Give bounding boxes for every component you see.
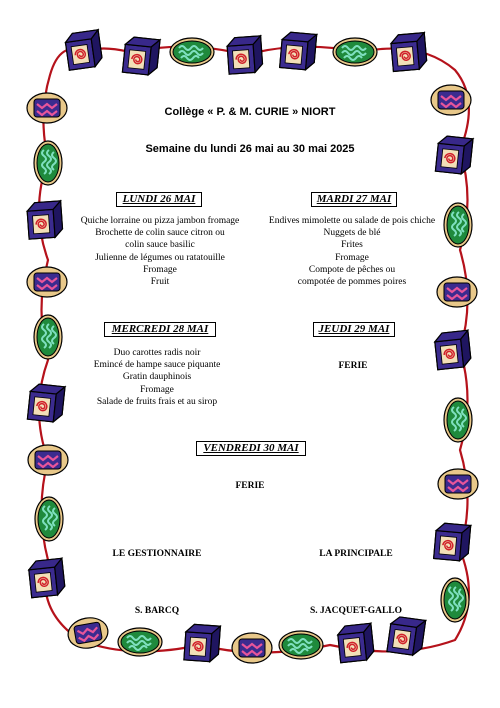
menu-item: Fromage (143, 264, 177, 275)
signature-right-role: LA PRINCIPALE (319, 549, 393, 559)
oval-bead-icon (170, 38, 214, 66)
signature-left-name: S. BARCQ (134, 606, 180, 616)
oval-bead-icon (444, 398, 472, 442)
menu-item: Frites (341, 240, 363, 251)
cube-bead-icon (28, 558, 66, 597)
spiral-card-bead-icon (28, 445, 68, 475)
menu-item: Nuggets de blé (323, 228, 381, 239)
menu-item: Compote de pêches ou (308, 264, 396, 275)
cube-bead-icon (337, 623, 375, 662)
menu-tuesday (252, 215, 452, 288)
oval-bead-icon (333, 38, 377, 66)
oval-bead-icon (118, 628, 162, 656)
menu-item: Fromage (335, 252, 369, 263)
menu-wednesday (57, 347, 257, 408)
cube-bead-icon (280, 32, 317, 71)
menu-friday: FERIE (235, 481, 265, 491)
day-heading-friday: VENDREDI 30 MAI (196, 441, 306, 456)
menu-item: compotée de pommes poires (297, 277, 407, 288)
menu-thursday: FERIE (338, 361, 368, 371)
oval-bead-icon (279, 631, 323, 659)
school-title: Collège « P. & M. CURIE » NIORT (164, 106, 336, 118)
cube-bead-icon (387, 616, 426, 656)
spiral-card-bead-icon (232, 633, 272, 663)
cube-bead-icon (122, 36, 160, 75)
menu-item: Gratin dauphinois (122, 372, 192, 383)
day-heading-monday: LUNDI 26 MAI (116, 192, 202, 207)
cube-bead-icon (27, 201, 63, 239)
menu-item: Fruit (150, 277, 170, 288)
menu-item: Emincé de hampe sauce piquante (93, 360, 221, 371)
cube-bead-icon (64, 30, 103, 70)
menu-item: Brochette de colin sauce citron ou (95, 228, 225, 239)
spiral-card-bead-icon (438, 469, 478, 499)
menu-item: Quiche lorraine ou pizza jambon fromage (80, 216, 240, 226)
day-heading-wednesday: MERCREDI 28 MAI (104, 322, 216, 337)
day-heading-thursday: JEUDI 29 MAI (313, 322, 395, 337)
week-title: Semaine du lundi 26 mai au 30 mai 2025 (145, 143, 355, 155)
menu-item: Fromage (140, 384, 174, 395)
menu-item: colin sauce basilic (125, 240, 195, 251)
signature-left-role: LE GESTIONNAIRE (112, 549, 202, 559)
menu-item: Salade de fruits frais et au sirop (96, 396, 218, 407)
cube-bead-icon (227, 36, 263, 74)
menu-item: Julienne de légumes ou ratatouille (95, 252, 225, 263)
spiral-card-bead-icon (66, 615, 111, 651)
cube-bead-icon (184, 624, 220, 662)
day-heading-tuesday: MARDI 27 MAI (311, 192, 397, 207)
menu-item: Duo carottes radis noir (113, 348, 201, 358)
cube-bead-icon (435, 135, 473, 174)
menu-item: Endives mimolette ou salade de pois chiche (268, 216, 436, 226)
signature-right-name: S. JACQUET-GALLO (309, 606, 403, 616)
oval-bead-icon (35, 497, 63, 541)
cube-bead-icon (390, 33, 427, 72)
menu-monday (60, 215, 260, 288)
